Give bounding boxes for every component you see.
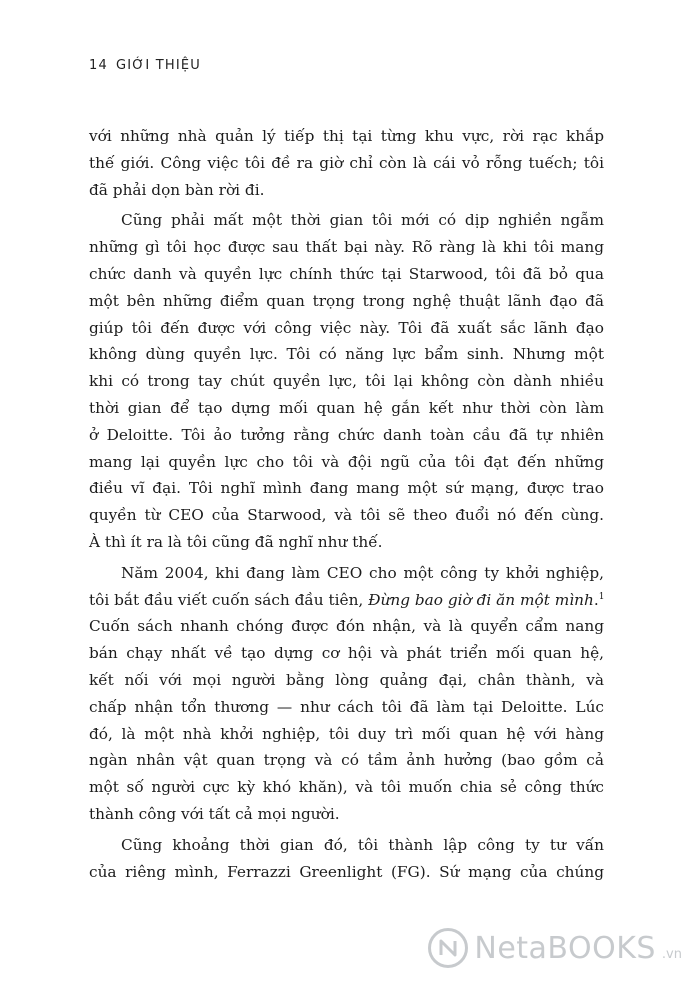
text-line bbox=[89, 587, 604, 614]
text-line: đó, là một nhà khởi nghiệp, tôi duy trì mối quan hệ với hàng bbox=[89, 724, 604, 743]
text-fragment: . bbox=[593, 590, 599, 609]
text-fragment: tôi bắt đầu viết cuốn sách đầu tiên, bbox=[89, 590, 369, 609]
book-title: Đừng bao giờ đi ăn một mình bbox=[368, 590, 594, 609]
text-line: Năm 2004, khi đang làm CEO cho một công ty khởi nghiệp, bbox=[121, 563, 604, 582]
brand-logo-icon bbox=[428, 928, 468, 968]
section-title: GIỚI THIỆU bbox=[115, 58, 201, 73]
text-line: Cuốn sách nhanh chóng được đón nhận, và là quyển cẩm nang bbox=[89, 617, 604, 636]
paragraph bbox=[89, 123, 604, 203]
text-line: thời gian để tạo dựng mối quan hệ gắn kết như thời còn làm bbox=[89, 398, 604, 417]
text-line: với những nhà quản lý tiếp thị tại từng khu vực, rời rạc khắp bbox=[89, 127, 604, 145]
text-line: một số người cực kỳ khó khăn), và tôi muốn chia sẻ công thức bbox=[89, 778, 604, 797]
text-line: khi có trong tay chút quyền lực, tôi lại không còn dành nhiều bbox=[89, 372, 604, 391]
text-line: mang lại quyền lực cho tôi và đội ngũ của tôi đạt đến những bbox=[89, 452, 604, 471]
watermark bbox=[428, 928, 682, 968]
text-line: của riêng mình, Ferrazzi Greenlight (FG). Sứ mạng của chúng bbox=[89, 862, 604, 881]
footnote-marker: 1 bbox=[598, 591, 605, 602]
text-line: không dùng quyền lực. Tôi có năng lực bẩm sinh. Nhưng một bbox=[89, 345, 604, 364]
text-line: thế giới. Công việc tôi đề ra giờ chỉ còn là cái vỏ rỗng tuếch; tôi bbox=[89, 153, 604, 172]
text-line: chấp nhận tổn thương — như cách tôi đã làm tại Deloitte. Lúc bbox=[89, 697, 604, 716]
watermark-brand: NetaBOOKS bbox=[474, 930, 656, 966]
running-header bbox=[89, 58, 201, 73]
text-line: kết nối với mọi người bằng lòng quảng đại, chân thành, và bbox=[89, 670, 604, 689]
text-line: giúp tôi đến được với công việc này. Tôi đã xuất sắc lãnh đạo bbox=[89, 318, 604, 337]
text-line: ở Deloitte. Tôi ảo tưởng rằng chức danh toàn cầu đã tự nhiên bbox=[89, 425, 604, 444]
text-line: Cũng khoảng thời gian đó, tôi thành lập công ty tư vấn bbox=[121, 835, 604, 854]
text-line: quyền từ CEO của Starwood, và tôi sẽ theo đuổi nó đến cùng. bbox=[89, 506, 604, 525]
watermark-suffix: .vn bbox=[661, 947, 682, 962]
text-line: những gì tôi học được sau thất bại này. Rõ ràng là khi tôi mang bbox=[89, 238, 604, 257]
text-line: ngàn nhân vật quan trọng và có tầm ảnh hưởng (bao gồm cả bbox=[89, 751, 604, 770]
paragraph bbox=[89, 207, 604, 555]
text-line: À thì ít ra là tôi cũng đã nghĩ như thế. bbox=[89, 532, 383, 551]
body-text bbox=[89, 123, 604, 885]
paragraph bbox=[89, 832, 604, 886]
text-line: chức danh và quyền lực chính thức tại Starwood, tôi đã bỏ qua bbox=[89, 264, 604, 283]
text-line: một bên những điểm quan trọng trong nghệ thuật lãnh đạo đã bbox=[89, 291, 604, 310]
paragraph bbox=[89, 560, 604, 828]
page-number: 14 bbox=[89, 58, 108, 73]
text-line: thành công với tất cả mọi người. bbox=[89, 804, 340, 823]
text-line: bán chạy nhất về tạo dựng cơ hội và phát triển mối quan hệ, bbox=[89, 644, 604, 663]
text-line: Cũng phải mất một thời gian tôi mới có dịp nghiền ngẫm bbox=[121, 211, 604, 230]
text-line: đã phải dọn bàn rời đi. bbox=[89, 180, 265, 199]
text-line: điều vĩ đại. Tôi nghĩ mình đang mang một sứ mạng, được trao bbox=[89, 479, 604, 498]
